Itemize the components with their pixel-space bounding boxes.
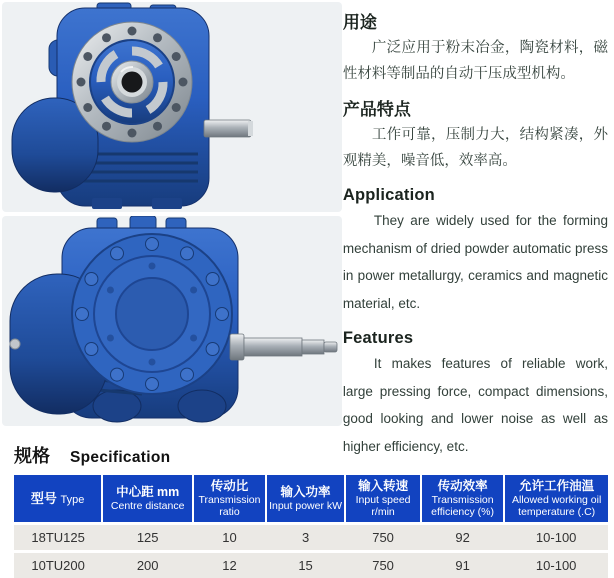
specification-title-en: Specification xyxy=(70,449,171,466)
features-cn-heading: 产品特点 xyxy=(342,100,411,120)
specification-title xyxy=(14,442,614,468)
section-application xyxy=(343,186,608,317)
section-usage xyxy=(343,8,608,87)
spec-table-head-row xyxy=(14,475,608,524)
features-en-text: It makes features of reliable work, large pressing force, compact dimensions, good looking and lower noise as well as higher efficiency, etc. xyxy=(342,356,608,454)
specification-section xyxy=(0,436,614,578)
usage-text: 广泛应用于粉末冶金，陶瓷材料，磁性材料等制品的自动干压成型机构。 xyxy=(342,40,608,82)
gearbox-front-flange xyxy=(72,22,192,142)
spec-col-header-3: 输入功率 Input power kW xyxy=(266,475,346,524)
spec-cell-r1-c0: 10TU200 xyxy=(14,552,102,578)
spec-table-head xyxy=(14,475,608,524)
gearbox2-front-cover xyxy=(72,234,232,394)
usage-heading: 用途 xyxy=(342,13,377,32)
spec-cell-r0-c0: 18TU125 xyxy=(14,524,102,552)
features-cn-text: 工作可靠，压制力大，结构紧凑，外观精美，噪音低，效率高。 xyxy=(342,127,608,169)
gearbox-output-shaft xyxy=(204,120,253,137)
application-heading: Application xyxy=(342,186,435,205)
spec-cell-r0-c1: 125 xyxy=(102,524,193,552)
spec-table xyxy=(14,475,608,578)
spec-cell-r1-c5: 91 xyxy=(421,552,505,578)
side-cap-nub xyxy=(10,339,20,349)
spec-table-row-0 xyxy=(14,524,608,552)
spec-cell-r1-c3: 15 xyxy=(266,552,346,578)
spec-col-header-6: 允许工作油温 Allowed working oil temperature (.C) xyxy=(504,475,608,524)
spec-table-row-1 xyxy=(14,552,608,578)
spec-cell-r0-c2: 10 xyxy=(193,524,266,552)
spec-col-header-0: 型号 Type xyxy=(14,475,102,524)
hub-bore xyxy=(122,72,143,93)
application-text: They are widely used for the forming mechanism of dried powder automatic press in power metallurgy, ceramics and magnetic material, etc. xyxy=(342,213,608,311)
specification-title-cn: 规格 xyxy=(14,446,50,466)
spec-cell-r0-c6: 10-100 xyxy=(504,524,608,552)
spec-col-header-1: 中心距 mm Centre distance xyxy=(102,475,193,524)
product-photo-flange-view xyxy=(2,2,342,212)
features-en-heading: Features xyxy=(342,329,414,348)
product-photos-column xyxy=(0,0,343,436)
section-features-cn xyxy=(343,95,608,174)
spec-cell-r0-c3: 3 xyxy=(266,524,346,552)
spec-table-body xyxy=(14,524,608,578)
spec-col-header-2: 传动比 Transmission ratio xyxy=(193,475,266,524)
spec-cell-r1-c6: 10-100 xyxy=(504,552,608,578)
spec-cell-r0-c5: 92 xyxy=(421,524,505,552)
spec-col-header-5: 传动效率 Transmission efficiency (%) xyxy=(421,475,505,524)
description-column xyxy=(342,0,614,454)
spec-cell-r1-c2: 12 xyxy=(193,552,266,578)
spec-col-header-4: 输入转速 Input speed r/min xyxy=(345,475,421,524)
spec-cell-r1-c1: 200 xyxy=(102,552,193,578)
product-photo-shaft-view xyxy=(2,216,342,426)
spec-cell-r0-c4: 750 xyxy=(345,524,421,552)
spec-cell-r1-c4: 750 xyxy=(345,552,421,578)
